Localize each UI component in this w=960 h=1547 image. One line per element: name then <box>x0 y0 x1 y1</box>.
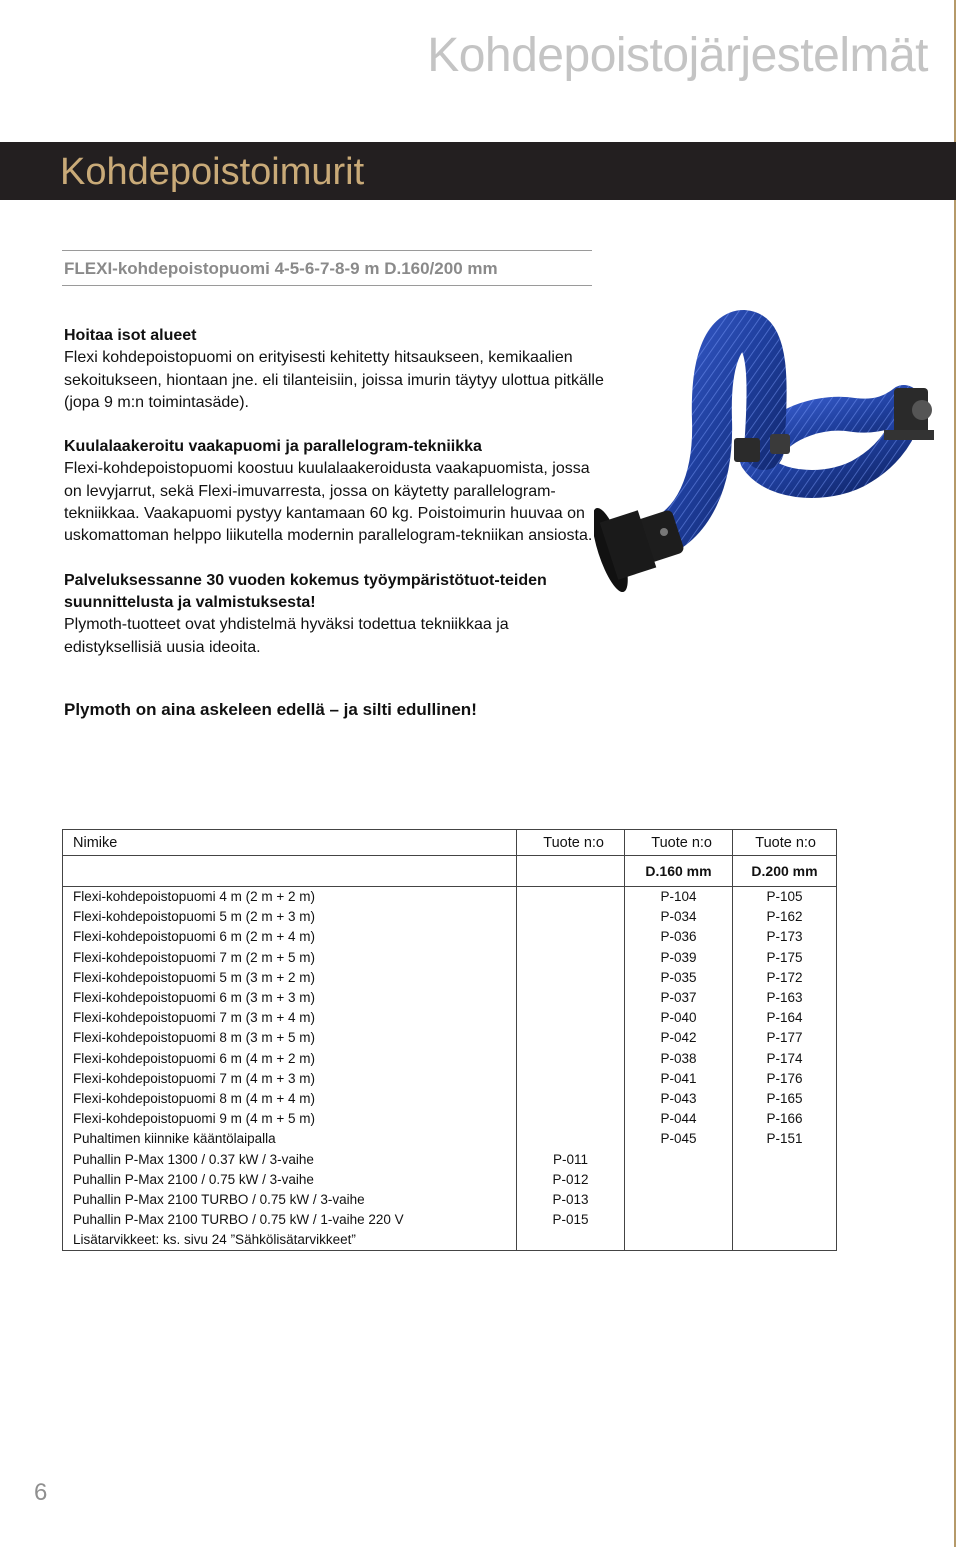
cell-name: Puhallin P-Max 2100 / 0.75 kW / 3-vaihe <box>63 1170 517 1190</box>
table-row <box>63 1230 837 1251</box>
cell-code <box>517 1089 625 1109</box>
cell-code-d200: P-164 <box>733 1008 837 1028</box>
table-row <box>63 1069 837 1089</box>
cell-name: Lisätarvikkeet: ks. sivu 24 ”Sähkölisätarvikkeet” <box>63 1230 517 1251</box>
subtitle-bottom-rule <box>62 285 592 286</box>
cell-code-d200 <box>733 1170 837 1190</box>
cell-name: Flexi-kohdepoistopuomi 6 m (3 m + 3 m) <box>63 988 517 1008</box>
cell-code-d160 <box>625 1190 733 1210</box>
table-row <box>63 988 837 1008</box>
header-cell: Tuote n:o <box>517 830 625 856</box>
header-cell: Nimike <box>63 830 517 856</box>
table-row <box>63 1049 837 1069</box>
slogan <box>64 700 477 720</box>
cell-code <box>517 1069 625 1089</box>
cell-name: Flexi-kohdepoistopuomi 8 m (4 m + 4 m) <box>63 1089 517 1109</box>
table-row <box>63 1089 837 1109</box>
cell-code-d160: P-035 <box>625 968 733 988</box>
cell-code-d200: P-165 <box>733 1089 837 1109</box>
header-cell: Tuote n:o <box>733 830 837 856</box>
cell-name: Flexi-kohdepoistopuomi 5 m (3 m + 2 m) <box>63 968 517 988</box>
product-subtitle: FLEXI-kohdepoistopuomi 4-5-6-7-8-9 m D.160/200 mm <box>64 259 498 278</box>
paragraph-heading: Kuulalaakeroitu vaakapuomi ja parallelogram-tekniikka <box>64 438 482 456</box>
cell-code <box>517 1129 625 1149</box>
cell-code-d160 <box>625 1210 733 1230</box>
cell-code-d200: P-105 <box>733 887 837 908</box>
cell-name: Puhallin P-Max 1300 / 0.37 kW / 3-vaihe <box>63 1149 517 1169</box>
table-row <box>63 1170 837 1190</box>
cell-name: Flexi-kohdepoistopuomi 7 m (2 m + 5 m) <box>63 948 517 968</box>
side-accent-rule <box>954 0 956 1547</box>
cell-name: Flexi-kohdepoistopuomi 9 m (4 m + 5 m) <box>63 1109 517 1129</box>
cell-code-d200 <box>733 1210 837 1230</box>
product-table <box>62 829 837 1251</box>
cell-name: Puhallin P-Max 2100 TURBO / 0.75 kW / 3-vaihe <box>63 1190 517 1210</box>
cell-code-d200: P-177 <box>733 1028 837 1048</box>
cell-name: Flexi-kohdepoistopuomi 6 m (4 m + 2 m) <box>63 1049 517 1069</box>
cell-code <box>517 1008 625 1028</box>
cell-code-d160 <box>625 1230 733 1251</box>
cell-code-d160: P-034 <box>625 907 733 927</box>
slogan-text: Plymoth on aina askeleen edellä – ja silti edullinen! <box>64 700 477 719</box>
cell-code: P-013 <box>517 1190 625 1210</box>
subtitle-top-rule <box>62 250 592 251</box>
cell-code-d200: P-176 <box>733 1069 837 1089</box>
cell-code <box>517 1109 625 1129</box>
cell-code-d160 <box>625 1170 733 1190</box>
cell-code-d200: P-172 <box>733 968 837 988</box>
subheader-cell: D.160 mm <box>625 856 733 887</box>
cell-code-d200: P-175 <box>733 948 837 968</box>
cell-code: P-011 <box>517 1149 625 1169</box>
cell-code-d160: P-041 <box>625 1069 733 1089</box>
page-number: 6 <box>34 1479 48 1506</box>
cell-code-d200 <box>733 1149 837 1169</box>
cell-name: Puhaltimen kiinnike kääntölaipalla <box>63 1129 517 1149</box>
cell-code <box>517 927 625 947</box>
paragraph-body: Flexi-kohdepoistopuomi koostuu kuulalaakeroidusta vaakapuomista, jossa on levyjarrut, sekä Flexi-imuvarresta, jossa on käytetty parallelogram-tekniikkaa. Vaakapuomi pystyy kantamaan 60 kg. Poistoimurin huuvaa on uskomattoman helppo liikutella modernin parallelogram-tekniikan ansiosta. <box>64 460 593 545</box>
cell-name: Flexi-kohdepoistopuomi 7 m (4 m + 3 m) <box>63 1069 517 1089</box>
cell-name: Flexi-kohdepoistopuomi 6 m (2 m + 4 m) <box>63 927 517 947</box>
cell-code-d200: P-174 <box>733 1049 837 1069</box>
cell-code-d160: P-039 <box>625 948 733 968</box>
cell-code <box>517 1049 625 1069</box>
table-row <box>63 1129 837 1149</box>
cell-code-d200: P-163 <box>733 988 837 1008</box>
paragraph-heading: Palveluksessanne 30 vuoden kokemus työympäristötuot-teiden suunnittelusta ja valmistuksesta! <box>64 571 547 611</box>
cell-code-d160 <box>625 1149 733 1169</box>
extraction-arm-image <box>594 310 944 600</box>
cell-code-d200: P-162 <box>733 907 837 927</box>
cell-code-d160: P-044 <box>625 1109 733 1129</box>
table-row <box>63 968 837 988</box>
cell-name: Flexi-kohdepoistopuomi 4 m (2 m + 2 m) <box>63 887 517 908</box>
cell-name: Flexi-kohdepoistopuomi 7 m (3 m + 4 m) <box>63 1008 517 1028</box>
header-cell: Tuote n:o <box>625 830 733 856</box>
cell-code-d160: P-037 <box>625 988 733 1008</box>
table-row <box>63 1028 837 1048</box>
cell-code-d200: P-166 <box>733 1109 837 1129</box>
cell-code <box>517 907 625 927</box>
table-row <box>63 1008 837 1028</box>
cell-code <box>517 1028 625 1048</box>
cell-code: P-012 <box>517 1170 625 1190</box>
cell-code-d160: P-045 <box>625 1129 733 1149</box>
page-header-title: Kohdepoistojärjestelmät <box>427 29 928 82</box>
cell-code-d200 <box>733 1230 837 1251</box>
subheader-cell <box>517 856 625 887</box>
cell-code-d160: P-042 <box>625 1028 733 1048</box>
table-row <box>63 1109 837 1129</box>
cell-code-d160: P-038 <box>625 1049 733 1069</box>
body-text <box>64 325 604 659</box>
cell-code-d160: P-036 <box>625 927 733 947</box>
cell-code <box>517 988 625 1008</box>
table-row <box>63 887 837 908</box>
table-row <box>63 907 837 927</box>
table-subheader-row <box>63 856 837 887</box>
table-row <box>63 1210 837 1230</box>
cell-name: Puhallin P-Max 2100 TURBO / 0.75 kW / 1-vaihe 220 V <box>63 1210 517 1230</box>
paragraph-heading: Hoitaa isot alueet <box>64 327 197 344</box>
table-header-row <box>63 830 837 856</box>
cell-code-d200: P-151 <box>733 1129 837 1149</box>
subheader-cell <box>63 856 517 887</box>
cell-code-d160: P-043 <box>625 1089 733 1109</box>
cell-code <box>517 968 625 988</box>
table-row <box>63 1190 837 1210</box>
cell-code <box>517 1230 625 1251</box>
table-row <box>63 1149 837 1169</box>
paragraph-body: Plymoth-tuotteet ovat yhdistelmä hyväksi todettua tekniikkaa ja edistyksellisiä uusia ideoita. <box>64 616 509 656</box>
subheader-cell: D.200 mm <box>733 856 837 887</box>
cell-name: Flexi-kohdepoistopuomi 8 m (3 m + 5 m) <box>63 1028 517 1048</box>
cell-code-d200 <box>733 1190 837 1210</box>
table-row <box>63 927 837 947</box>
cell-name: Flexi-kohdepoistopuomi 5 m (2 m + 3 m) <box>63 907 517 927</box>
paragraph-body: Flexi kohdepoistopuomi on erityisesti kehitetty hitsaukseen, kemikaalien sekoitukseen, hiontaan jne. eli tilanteisiin, joissa imurin täytyy ulottua pitkälle (jopa 9 m:n toimintasäde). <box>64 349 604 411</box>
cell-code-d160: P-040 <box>625 1008 733 1028</box>
section-band <box>0 142 956 200</box>
section-title: Kohdepoistoimurit <box>60 151 365 193</box>
cell-code <box>517 887 625 908</box>
cell-code <box>517 948 625 968</box>
cell-code-d200: P-173 <box>733 927 837 947</box>
table-row <box>63 948 837 968</box>
cell-code-d160: P-104 <box>625 887 733 908</box>
cell-code: P-015 <box>517 1210 625 1230</box>
